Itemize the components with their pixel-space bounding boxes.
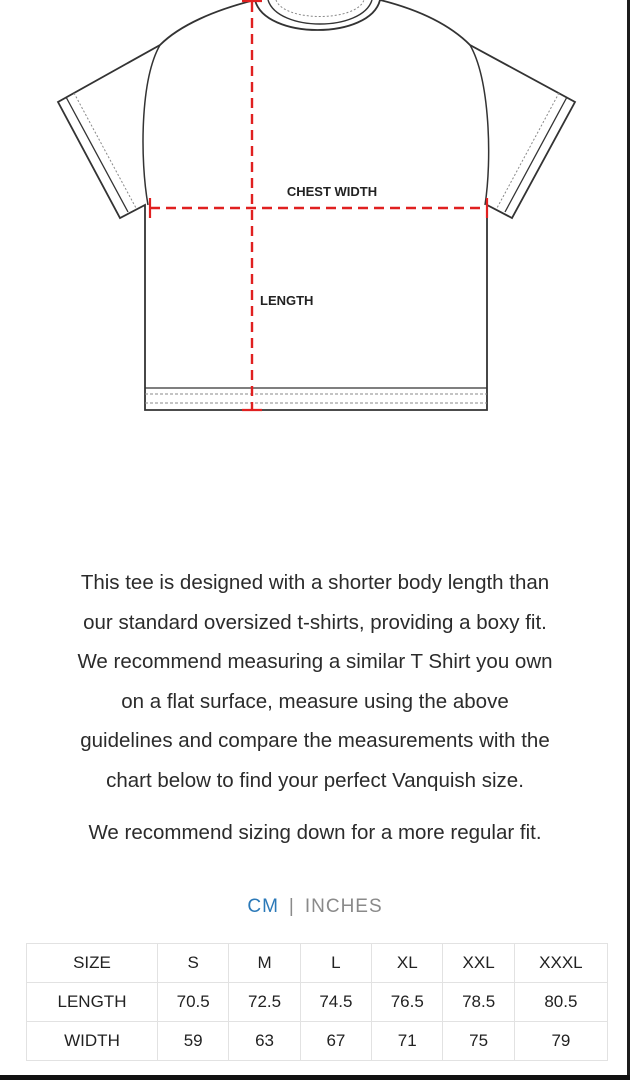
fit-tip: We recommend sizing down for a more regular fit. [88, 821, 542, 844]
table-cell: 71 [372, 1022, 443, 1061]
table-cell: 78.5 [443, 983, 514, 1022]
table-cell: 79 [514, 1022, 607, 1061]
size-header-cell: XXXL [514, 944, 607, 983]
length-label: LENGTH [260, 293, 314, 308]
size-guide-description [18, 563, 612, 801]
table-cell: 63 [229, 1022, 300, 1061]
description-line: on a flat surface, measure using the above [121, 689, 509, 713]
description-line: our standard oversized t-shirts, providing a boxy fit. [83, 610, 547, 634]
unit-inches-toggle[interactable]: INCHES [304, 896, 383, 917]
size-header-cell: M [229, 944, 300, 983]
size-header-cell: L [300, 944, 371, 983]
tshirt-outline [58, 0, 575, 410]
size-header-cell: SIZE [27, 944, 158, 983]
description-line: We recommend measuring a similar T Shirt you own [77, 650, 553, 674]
width-row [27, 1022, 608, 1061]
description-line: guidelines and compare the measurements with the [80, 729, 550, 753]
table-cell: 67 [300, 1022, 371, 1061]
table-cell: 80.5 [514, 983, 607, 1022]
tshirt-diagram [0, 0, 630, 430]
table-cell: 59 [158, 1022, 229, 1061]
unit-separator: | [288, 896, 295, 917]
length-row [27, 983, 608, 1022]
table-cell: LENGTH [27, 983, 158, 1022]
size-chart-table [26, 943, 608, 1061]
unit-cm-toggle[interactable]: CM [247, 896, 279, 917]
table-cell: 75 [443, 1022, 514, 1061]
size-header-cell: XXL [443, 944, 514, 983]
table-cell: 72.5 [229, 983, 300, 1022]
description-line: This tee is designed with a shorter body length than [80, 571, 550, 594]
size-header-cell: S [158, 944, 229, 983]
size-header-cell: XL [372, 944, 443, 983]
chest-width-label: CHEST WIDTH [286, 184, 378, 199]
table-cell: 76.5 [372, 983, 443, 1022]
table-cell: 70.5 [158, 983, 229, 1022]
table-cell: WIDTH [27, 1022, 158, 1061]
table-cell: 74.5 [300, 983, 371, 1022]
description-line: chart below to find your perfect Vanquish size. [106, 768, 524, 792]
unit-toggle [0, 896, 630, 918]
window-edge [0, 1075, 630, 1080]
size-header-row [27, 944, 608, 983]
